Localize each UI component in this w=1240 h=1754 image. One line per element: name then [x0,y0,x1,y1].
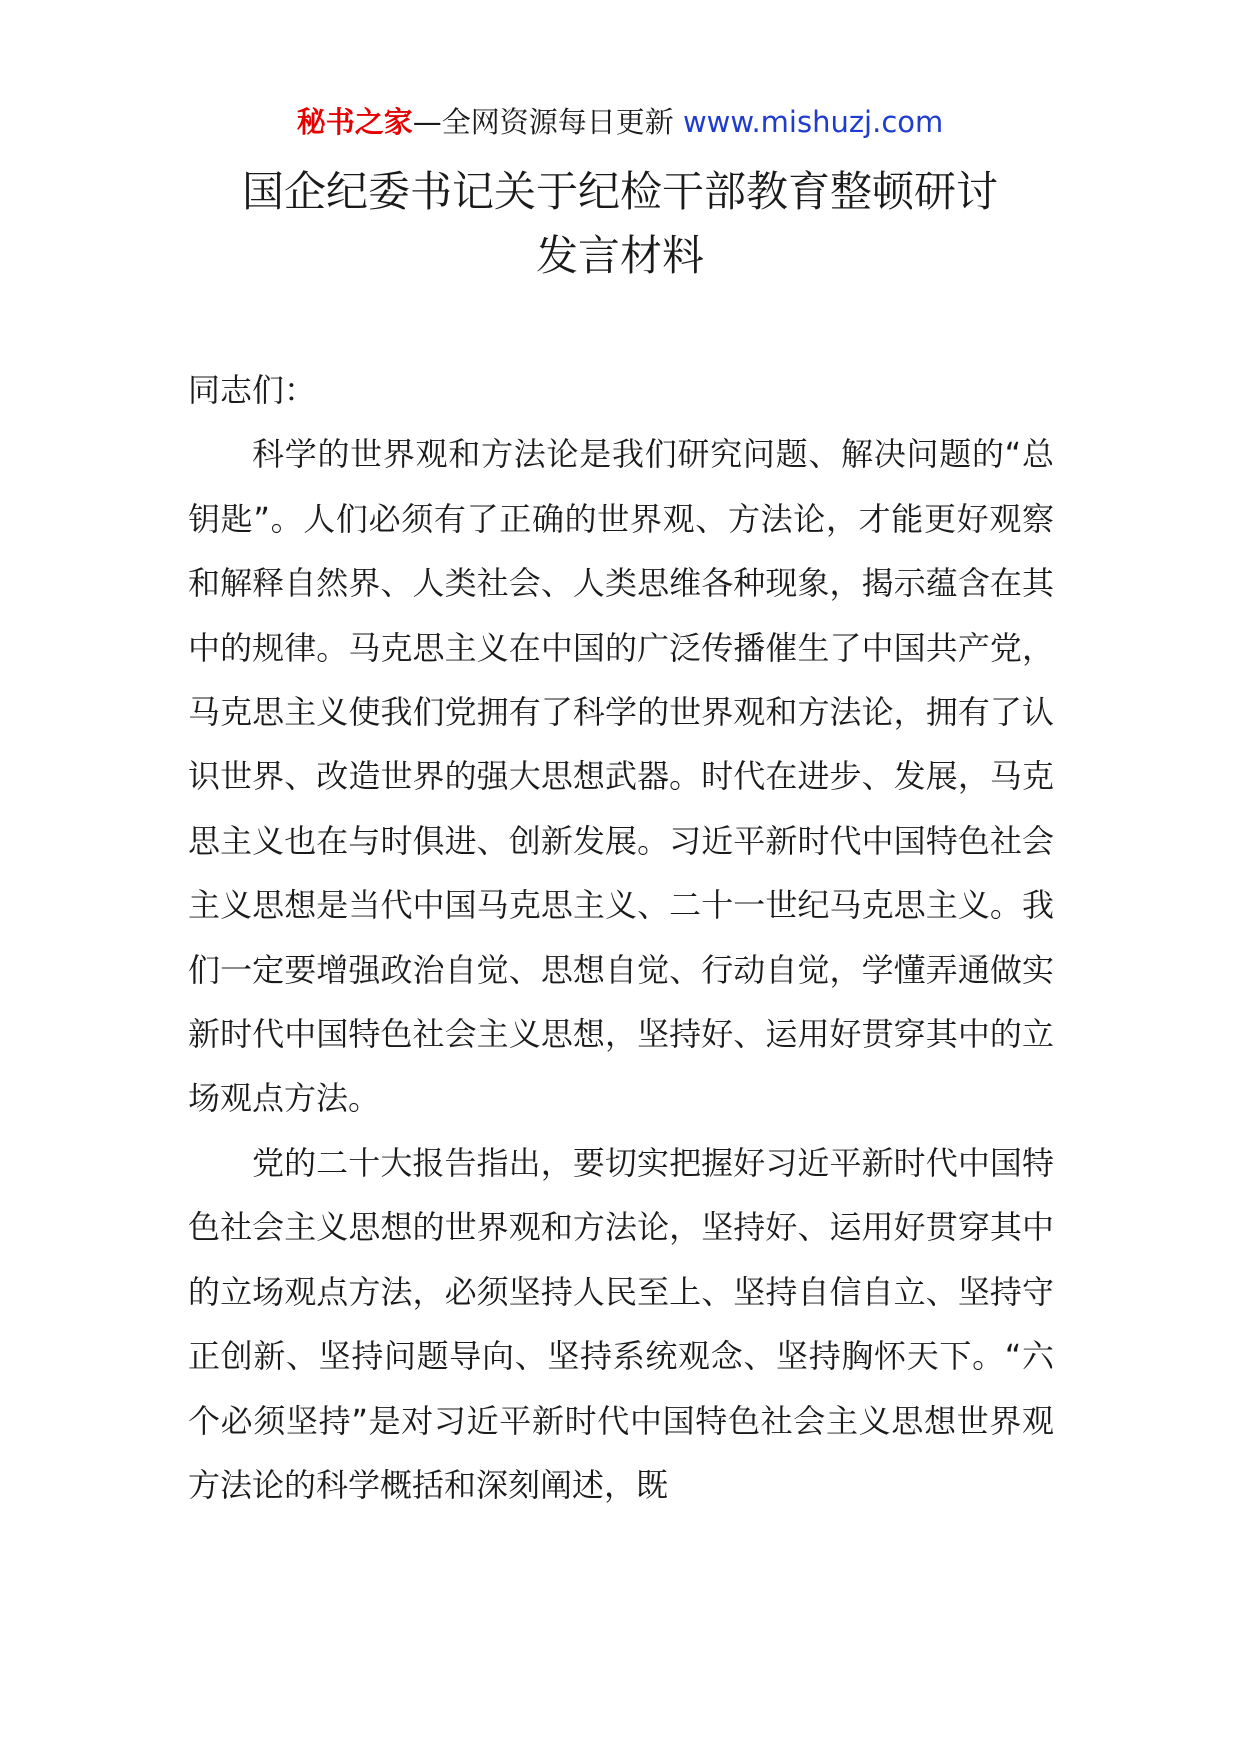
paragraph: 党的二十大报告指出，要切实把握好习近平新时代中国特色社会主义思想的世界观和方法论，坚持好、运用好贯穿其中的立场观点方法，必须坚持人民至上、坚持自信自立、坚持守正创新、坚持问题导向、坚持系统观念、坚持胸怀天下。“六个必须坚持”是对习近平新时代中国特色社会主义思想世界观方法论的科学概括和深刻阐述，既 [188,1143,1054,1504]
title-line-1: 国企纪委书记关于纪检干部教育整顿研讨 [241,167,998,216]
brand-name: 秘书之家 [296,105,413,139]
site-header [0,100,1240,144]
title-line-2: 发言材料 [535,231,704,280]
paragraph: 科学的世界观和方法论是我们研究问题、解决问题的“总钥匙”。人们必须有了正确的世界观、方法论，才能更好观察和解释自然界、人类社会、人类思维各种现象，揭示蕴含在其中的规律。马克思主义在中国的广泛传播催生了中国共产党，马克思主义使我们党拥有了科学的世界观和方法论，拥有了认识世界、改造世界的强大思想武器。时代在进步、发展，马克思主义也在与时俱进、创新发展。习近平新时代中国特色社会主义思想是当代中国马克思主义、二十一世纪马克思主义。我们一定要增强政治自觉、思想自觉、行动自觉，学懂弄通做实新时代中国特色社会主义思想，坚持好、运用好贯穿其中的立场观点方法。 [188,435,1054,1118]
site-url-link[interactable]: www.mishuzj.com [682,105,944,139]
header-slogan: —全网资源每日更新 [412,105,674,139]
document-body [188,358,1054,1517]
salutation: 同志们： [188,371,317,409]
document-title [150,160,1090,288]
